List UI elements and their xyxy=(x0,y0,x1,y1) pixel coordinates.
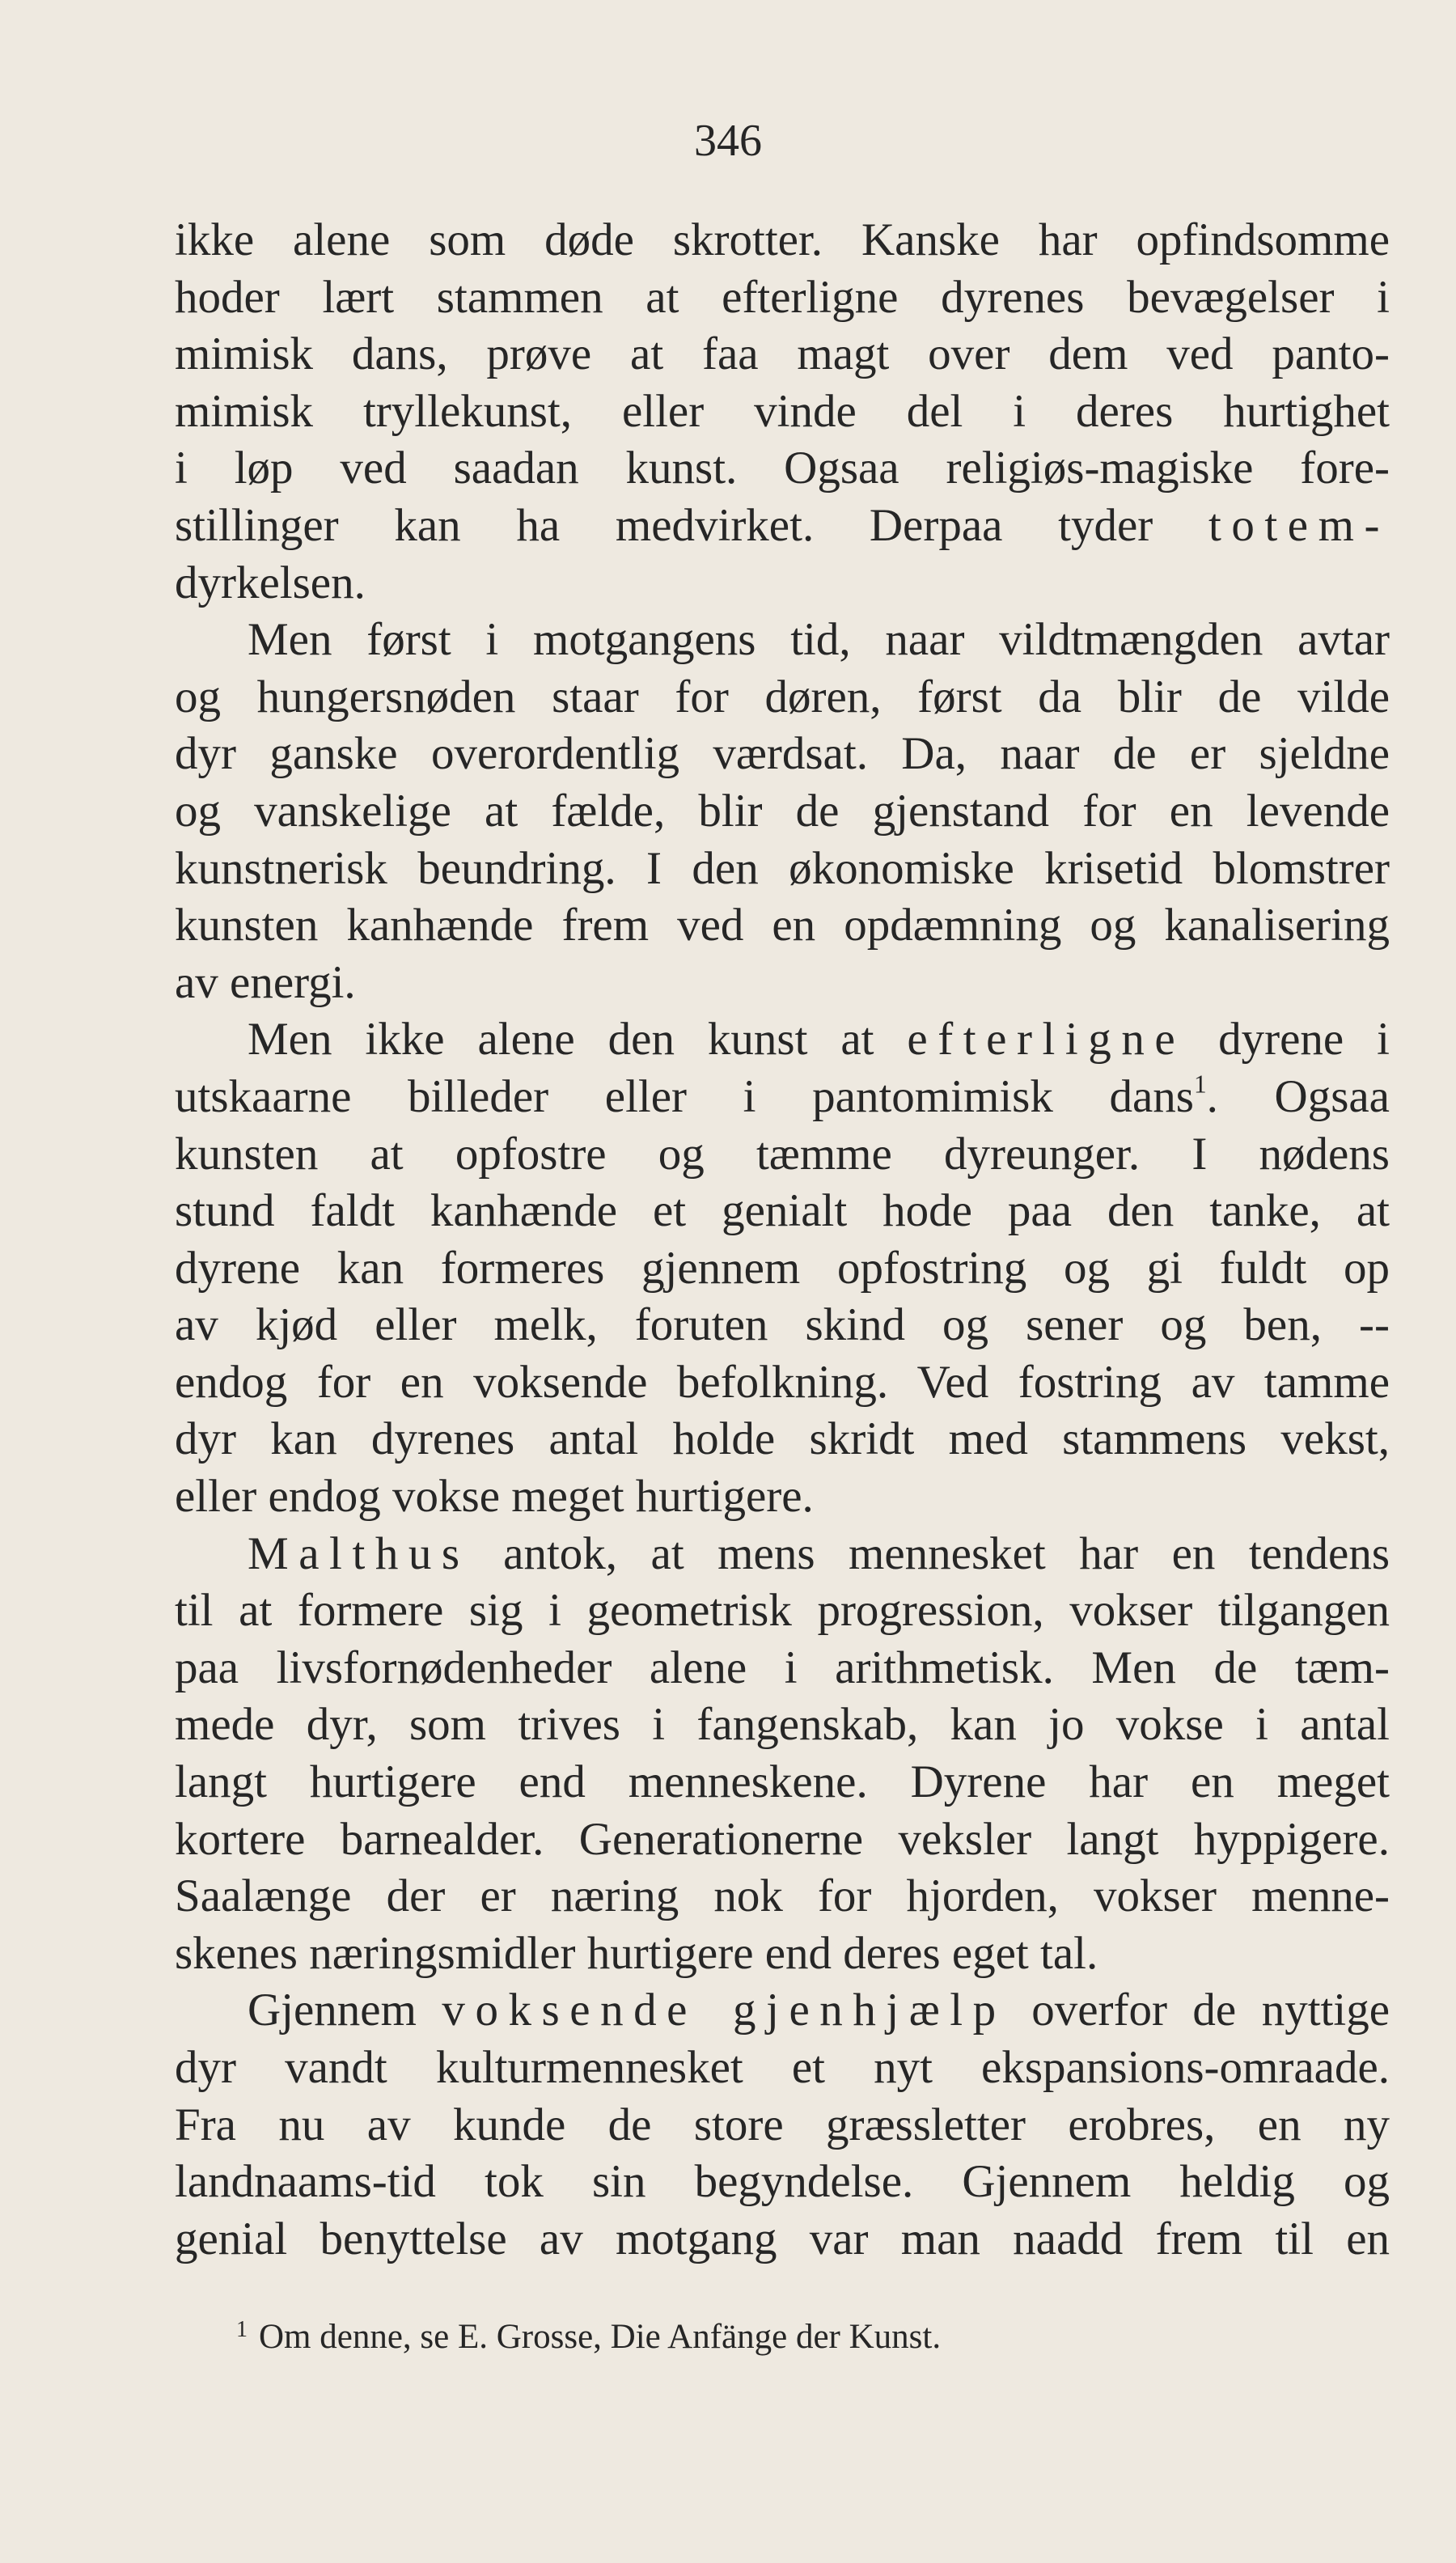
text-line: Men først i motgangens tid, naar vildtmængden avtar xyxy=(248,614,1390,666)
text-line xyxy=(175,498,1390,555)
text-line: kunsten at opfostre og tæmme dyreunger. I nødens xyxy=(175,1128,1390,1180)
text-line: til at formere sig i geometrisk progression, vokser tilgangen xyxy=(175,1585,1390,1637)
text-line: mimisk dans, prøve at faa magt over dem ved panto- xyxy=(175,328,1390,380)
spaced-term: totem- xyxy=(1208,499,1390,551)
text-segment: overfor de nyttige xyxy=(1031,1985,1390,2036)
text-line xyxy=(175,1011,1390,1069)
body-text xyxy=(175,212,1390,2268)
text-line xyxy=(175,1982,1390,2040)
text-segment: dyrene i xyxy=(1218,1014,1390,1065)
text-line: ikke alene som døde skrotter. Kanske har opfindsomme xyxy=(175,214,1390,265)
text-line: paa livsfornødenheder alene i arithmetisk. Men de tæm- xyxy=(175,1642,1390,1693)
page-number: 346 xyxy=(694,116,762,166)
text-line: hoder lært stammen at efterligne dyrenes bevægelser i xyxy=(175,271,1390,323)
text-line: og vanskelige at fælde, blir de gjenstand for en levende xyxy=(175,785,1390,837)
text-line: kunsten kanhænde frem ved en opdæmning og kanalisering xyxy=(175,900,1390,951)
footnote-marker: 1 xyxy=(236,2317,248,2342)
text-line: i løp ved saadan kunst. Ogsaa religiøs-magiske fore- xyxy=(175,443,1390,494)
text-line: eller endog vokse meget hurtigere. xyxy=(175,1471,814,1523)
text-line: av energi. xyxy=(175,956,356,1008)
text-line xyxy=(175,1069,1390,1126)
text-line xyxy=(175,1526,1390,1583)
text-line: skenes næringsmidler hurtigere end deres eget tal. xyxy=(175,1927,1098,1979)
text-segment: utskaarne billeder eller i pantomimisk dans xyxy=(175,1070,1194,1122)
text-line: kortere barnealder. Generationerne veksler langt hyppigere. xyxy=(175,1813,1390,1865)
text-line: kunstnerisk beundring. I den økonomiske krisetid blomstrer xyxy=(175,842,1390,894)
text-line: Fra nu av kunde de store græssletter erobres, en ny xyxy=(175,2099,1390,2150)
text-segment: Gjennem xyxy=(248,1985,417,2036)
spaced-term: Malthus xyxy=(248,1527,470,1579)
text-line: dyr vandt kulturmennesket et nyt ekspansions-omraade. xyxy=(175,2042,1390,2093)
text-line: mede dyr, som trives i fangenskab, kan jo vokse i antal xyxy=(175,1699,1390,1751)
text-line: av kjød eller melk, foruten skind og sener og ben, -- xyxy=(175,1299,1390,1351)
footnote-text: Om denne, se E. Grosse, Die Anfänge der Kunst. xyxy=(259,2318,942,2356)
text-line: dyrene kan formeres gjennem opfostring og gi fuldt op xyxy=(175,1242,1390,1294)
text-line: stund faldt kanhænde et genialt hode paa den tanke, at xyxy=(175,1185,1390,1237)
footnote xyxy=(236,2319,1288,2354)
text-line: endog for en voksende befolkning. Ved fostring av tamme xyxy=(175,1356,1390,1408)
text-segment: stillinger kan ha medvirket. Derpaa tyder xyxy=(175,499,1153,551)
text-line: dyrkelsen. xyxy=(175,557,366,608)
text-line: og hungersnøden staar for døren, først da blir de vilde xyxy=(175,671,1390,722)
text-line: dyr ganske overordentlig værdsat. Da, naar de er sjeldne xyxy=(175,728,1390,780)
text-line: landnaams-tid tok sin begyndelse. Gjennem heldig og xyxy=(175,2156,1390,2208)
text-segment: . Ogsaa xyxy=(1206,1070,1390,1122)
text-line: mimisk tryllekunst, eller vinde del i deres hurtighet xyxy=(175,385,1390,437)
text-line: dyr kan dyrenes antal holde skridt med stammens vekst, xyxy=(175,1413,1390,1465)
footnote-ref: 1 xyxy=(1193,1070,1207,1099)
text-segment: Men ikke alene den kunst at xyxy=(248,1014,874,1065)
spaced-term: voksende gjenhjælp xyxy=(442,1985,1006,2036)
text-line: genial benyttelse av motgang var man naadd frem til en xyxy=(175,2213,1390,2264)
text-segment: antok, at mens mennesket har en tendens xyxy=(503,1527,1390,1579)
text-line: Saalænge der er næring nok for hjorden, vokser menne- xyxy=(175,1870,1390,1922)
text-line: langt hurtigere end menneskene. Dyrene har en meget xyxy=(175,1756,1390,1808)
spaced-term: efterligne xyxy=(907,1014,1186,1065)
